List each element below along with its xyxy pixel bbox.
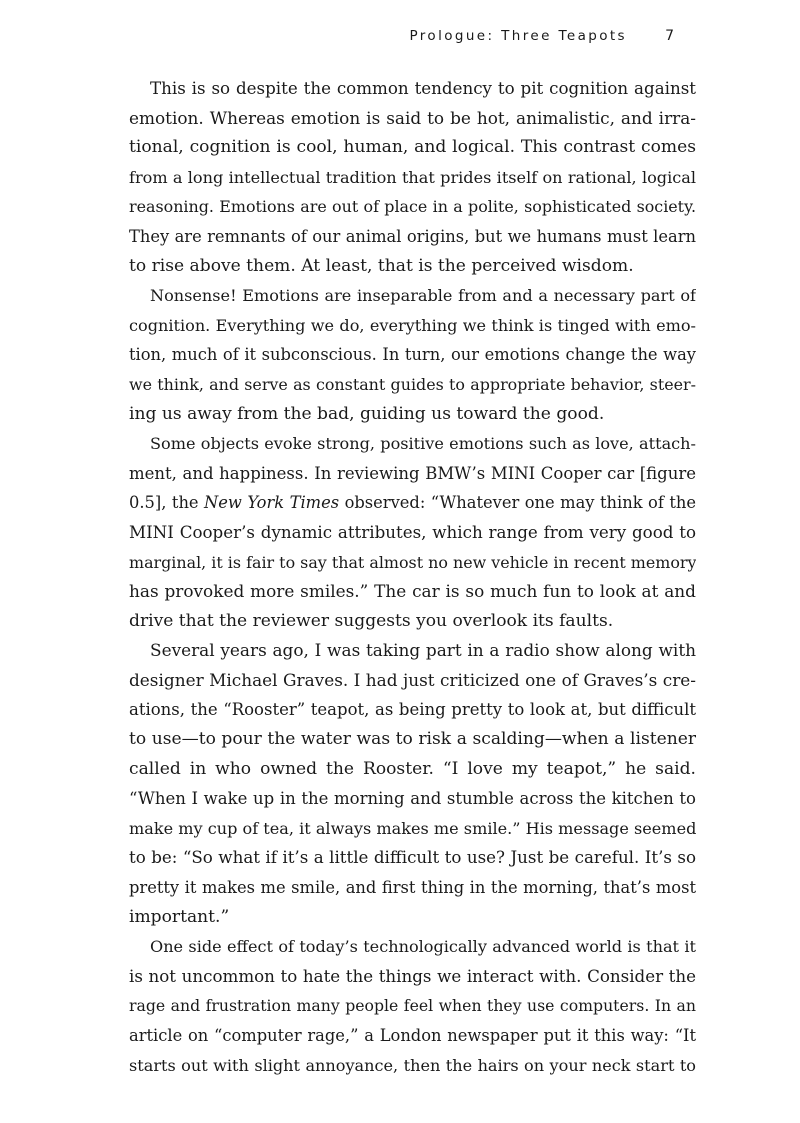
text-fragment: observed: “Whatever one may think of the — [339, 493, 696, 513]
text-line: Nonsense! Emotions are inseparable from and a necessary part of — [150, 286, 696, 306]
text-line: rage and frustration many people feel when they use computers. In an — [129, 996, 696, 1016]
text-line: ations, the “Rooster” teapot, as being pretty to look at, but difficult — [129, 700, 696, 720]
text-line: One side effect of today’s technologically advanced world is that it — [150, 937, 696, 957]
text-line: ing us away from the bad, guiding us toward the good. — [129, 403, 605, 424]
text-line: MINI Cooper’s dynamic attributes, which range from very good to — [129, 521, 696, 542]
text-line: Some objects evoke strong, positive emotions such as love, attach- — [150, 434, 696, 454]
text-line: marginal, it is fair to say that almost no new vehicle in recent memory — [129, 552, 696, 572]
text-line: has provoked more smiles.” The car is so much fun to look at and — [129, 581, 696, 602]
chapter-title: Prologue: Three Teapots — [409, 28, 627, 44]
text-line: cognition. Everything we do, everything we think is tinged with emo- — [129, 315, 696, 335]
text-line: tion, much of it subconscious. In turn, our emotions change the way — [129, 345, 696, 365]
text-line: reasoning. Emotions are out of place in a polite, sophisticated society. — [129, 197, 696, 217]
text-line: article on “computer rage,” a London newspaper put it this way: “It — [129, 1026, 696, 1045]
text-line: to use—to pour the water was to risk a scalding—when a listener — [129, 729, 696, 750]
text-fragment: 0.5], the — [129, 493, 205, 513]
text-line: called in who owned the Rooster. “I love my teapot,” he said. — [129, 758, 696, 779]
running-head — [129, 26, 674, 50]
text-line: important.” — [129, 906, 230, 927]
text-line: is not uncommon to hate the things we interact with. Consider the — [129, 965, 696, 986]
page-number: 7 — [665, 28, 674, 44]
text-line: tional, cognition is cool, human, and logical. This contrast comes — [129, 137, 696, 158]
text-line: Several years ago, I was taking part in a radio show along with — [150, 640, 696, 661]
text-line — [129, 488, 696, 518]
text-line: from a long intellectual tradition that prides itself on rational, logical — [129, 167, 696, 187]
italic-title: New York Times — [204, 493, 340, 513]
text-line: to rise above them. At least, that is the perceived wisdom. — [129, 255, 634, 276]
text-line: starts out with slight annoyance, then the hairs on your neck start to — [129, 1055, 696, 1075]
text-line: pretty it makes me smile, and first thing in the morning, that’s most — [129, 878, 696, 898]
text-line: emotion. Whereas emotion is said to be hot, animalistic, and irra- — [129, 107, 696, 128]
text-line: They are remnants of our animal origins, but we humans must learn — [129, 226, 696, 246]
text-line: make my cup of tea, it always makes me smile.” His message seemed — [129, 818, 696, 838]
text-line: ment, and happiness. In reviewing BMW’s MINI Cooper car [figure — [129, 463, 696, 483]
body-text — [129, 74, 696, 1080]
text-line: designer Michael Graves. I had just criticized one of Graves’s cre- — [129, 669, 696, 690]
text-line: “When I wake up in the morning and stumble across the kitchen to — [129, 789, 696, 809]
text-line: we think, and serve as constant guides to appropriate behavior, steer- — [129, 374, 696, 394]
text-line: This is so despite the common tendency to pit cognition against — [150, 78, 696, 98]
text-line: to be: “So what if it’s a little difficult to use? Just be careful. It’s so — [129, 847, 696, 868]
text-line: drive that the reviewer suggests you overlook its faults. — [129, 610, 614, 631]
